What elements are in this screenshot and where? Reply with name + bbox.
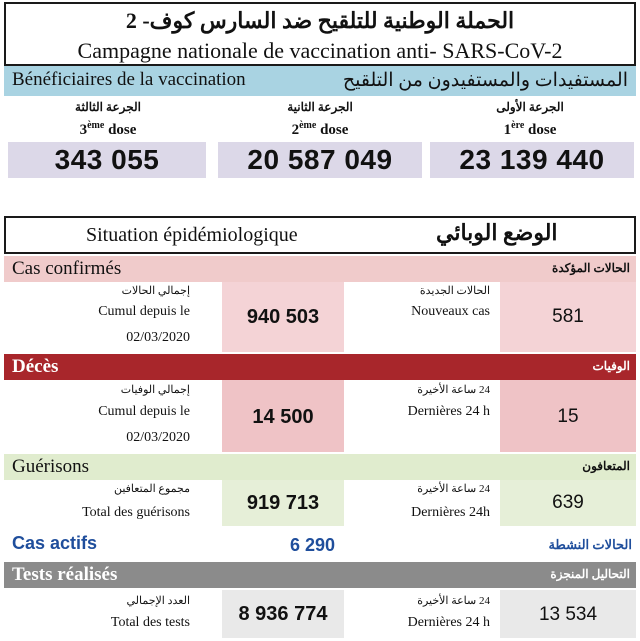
confirmed-cumul-label-fr: Cumul depuis le — [98, 304, 190, 319]
confirmed-new-label-ar: الحالات الجديدة — [419, 285, 490, 297]
active-label-ar: الحالات النشطة — [548, 537, 632, 552]
recoveries-new-label-fr: Dernières 24h — [411, 505, 490, 520]
dose2-value: 20 587 049 — [218, 142, 422, 178]
confirmed-label-ar: الحالات المؤكدة — [552, 261, 630, 275]
confirmed-label-fr: Cas confirmés — [12, 258, 122, 279]
situation-label-fr: Situation épidémiologique — [86, 224, 298, 246]
campaign-header — [4, 2, 636, 66]
recoveries-cumul-value: 919 713 — [246, 492, 320, 514]
confirmed-cumul-date: 02/03/2020 — [126, 330, 190, 345]
recoveries-label-ar: المتعافون — [582, 459, 630, 473]
deaths-cumul-label-fr: Cumul depuis le — [98, 404, 190, 419]
active-label-fr: Cas actifs — [12, 533, 98, 553]
tests-label-ar: التحاليل المنجزة — [550, 567, 630, 581]
dose1-label-ar: الجرعة الأولى — [496, 100, 564, 114]
campaign-title-fr: Campagne nationale de vaccination anti- SARS-CoV-2 — [77, 38, 563, 63]
tests-cumul-label-fr: Total des tests — [110, 615, 190, 630]
beneficiaries-band — [4, 66, 636, 96]
tests-new-label-fr: Dernières 24 h — [407, 615, 490, 630]
dose1-value: 23 139 440 — [430, 142, 634, 178]
confirmed-new-label-fr: Nouveaux cas — [411, 304, 490, 319]
dose3-label-fr: 3ème dose — [79, 120, 137, 138]
dose3-value: 343 055 — [8, 142, 206, 178]
deaths-new-value: 15 — [557, 406, 579, 427]
recoveries-new-label-ar: 24 ساعة الأخيرة — [417, 483, 490, 495]
tests-new-value: 13 534 — [538, 604, 598, 625]
dose1-label-fr: 1ère dose — [503, 120, 557, 138]
recoveries-band — [4, 454, 636, 480]
deaths-cumul-date: 02/03/2020 — [126, 430, 190, 445]
campaign-title-ar: الحملة الوطنية للتلقيح ضد السارس كوف- 2 — [125, 8, 515, 33]
recoveries-cumul-label-ar: مجموع المتعافين — [113, 483, 190, 495]
confirmed-new-value: 581 — [552, 306, 584, 327]
deaths-band — [4, 354, 636, 380]
dose3-label-ar: الجرعة الثالثة — [75, 100, 141, 114]
recoveries-new-value: 639 — [552, 492, 584, 513]
deaths-new-label-fr: Dernières 24 h — [407, 404, 490, 419]
tests-cumul-label-ar: العدد الإجمالي — [126, 595, 190, 607]
dose2-label-ar: الجرعة الثانية — [287, 100, 353, 114]
deaths-cumul-label-ar: إجمالي الوفيات — [120, 384, 190, 396]
situation-header — [4, 216, 636, 254]
deaths-new-label-ar: 24 ساعة الأخيرة — [417, 384, 490, 396]
tests-cumul-value: 8 936 774 — [238, 603, 328, 625]
recoveries-cumul-label-fr: Total des guérisons — [82, 505, 190, 520]
beneficiaries-label-fr: Bénéficiaires de la vaccination — [12, 69, 246, 90]
tests-label-fr: Tests réalisés — [12, 564, 118, 585]
active-value: 6 290 — [290, 535, 336, 555]
confirmed-band — [4, 256, 636, 282]
beneficiaries-label-ar: المستفيدات والمستفيدون من التلقيح — [342, 70, 628, 91]
tests-new-label-ar: 24 ساعة الأخيرة — [417, 595, 490, 607]
deaths-cumul-value: 14 500 — [252, 406, 314, 428]
recoveries-label-fr: Guérisons — [12, 456, 90, 477]
confirmed-cumul-value: 940 503 — [246, 306, 320, 328]
deaths-label-ar: الوفيات — [592, 359, 630, 373]
situation-label-ar: الوضع الوبائي — [436, 220, 558, 245]
dose2-label-fr: 2ème dose — [291, 120, 349, 138]
deaths-label-fr: Décès — [12, 356, 59, 377]
confirmed-cumul-label-ar: إجمالي الحالات — [121, 285, 190, 297]
tests-band — [4, 562, 636, 588]
